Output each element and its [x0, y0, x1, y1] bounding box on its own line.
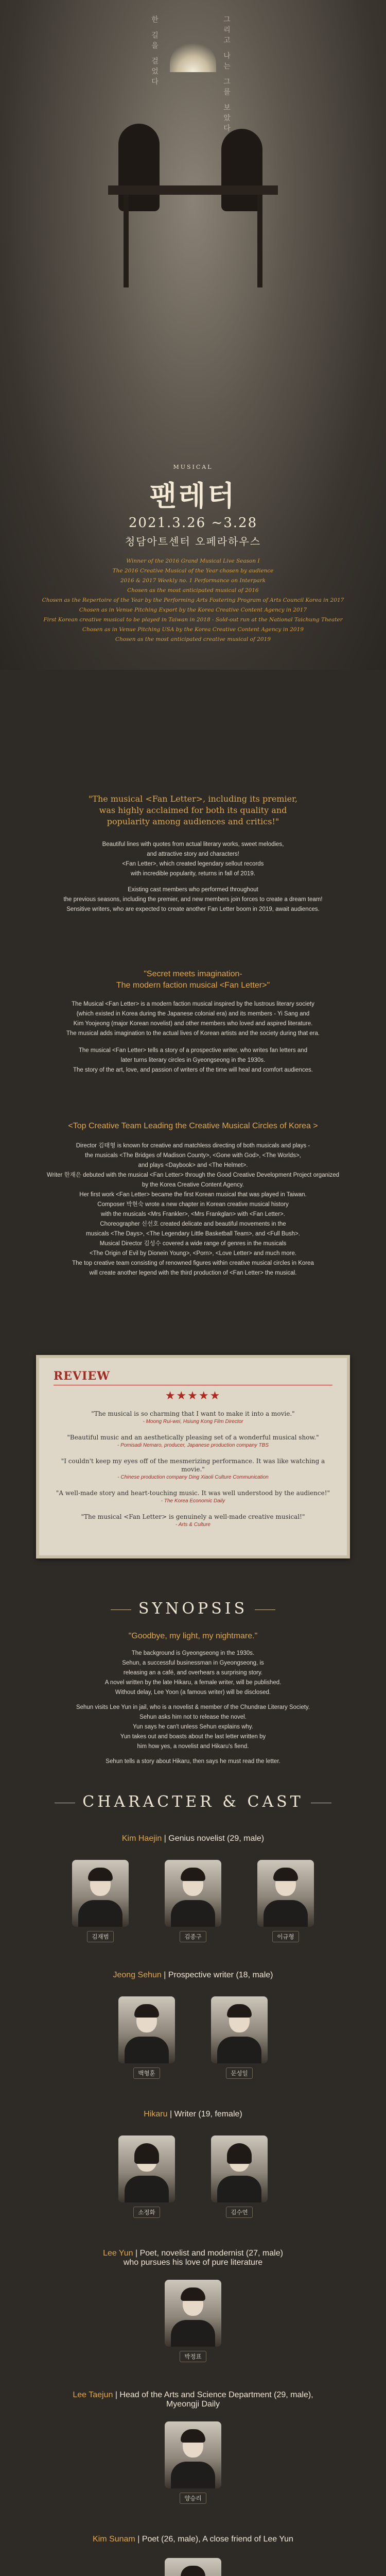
character-desc: | Prospective writer (18, male) [161, 1971, 273, 1979]
review-list [49, 1410, 337, 1536]
actor-name-label: 김종구 [180, 1931, 206, 1942]
actor-name-label: 양승리 [180, 2493, 206, 2504]
actor-name-label: 소정화 [133, 2207, 160, 2218]
character-name: Lee Yun [103, 2249, 133, 2258]
character-desc-2: Myeongji Daily [166, 2400, 220, 2409]
actor-photo [165, 1860, 221, 1927]
review-source: - Pomisadi Nemaro, producer, Japanese production company TBS [117, 1443, 269, 1448]
award-item: Chosen as in Venue Pitching Export by the Korea Creative Content Agency in 2017 [79, 607, 307, 613]
review-item [49, 1489, 337, 1505]
character-name: Kim Sunam [93, 2535, 135, 2544]
actor-name [165, 2493, 221, 2504]
creative-team-heading: <Top Creative Team Leading the Creative Musical Circles of Korea > [68, 1122, 318, 1130]
lamp-light [170, 41, 216, 72]
team-line: Writer 한재은 debuted with the musical <Fan Letter> through the Good Creative Development Project organized [46, 1172, 340, 1178]
synopsis-line: Yun takes out and boasts about the last letter written by [120, 1734, 266, 1740]
synopsis-line: A novel written by the late Hikaru, a female writer, will be published. [104, 1680, 282, 1686]
actor-name-label: 김수연 [226, 2207, 252, 2218]
team-line: will create another legend with the third production of <Fan Letter> the musical. [89, 1270, 297, 1276]
synopsis-line: The background is Gyeongseong in the 1930s. [131, 1650, 255, 1656]
award-item: Chosen as the most anticipated creative musical of 2019 [115, 636, 271, 642]
team-line: Musical Director 김성수 covered a wide range of genres in the musicals [99, 1241, 287, 1247]
team-line: <The Origin of Evil by Dionein Young>, <Porn>, <Love Letter> and much more. [89, 1250, 297, 1257]
team-line: with the musicals <Mrs Frankler>, <Mrs Frankglan> with <Fan Letter>. [101, 1211, 285, 1217]
actor-name-label: 문성일 [226, 2067, 252, 2079]
actor-name-label: 김재범 [87, 1931, 113, 1942]
intro-line: the previous seasons, including the premier, and new members join forces to create a dream team! [63, 896, 323, 903]
synopsis-body [0, 1649, 386, 1767]
actor-name [165, 1931, 221, 1942]
team-line: by the Korea Creative Content Agency. [142, 1182, 244, 1188]
synopsis-line: Yun says he can't unless Sehun explains why. [132, 1724, 254, 1730]
role-heading [0, 1971, 386, 1980]
intro-line: with incredible popularity, returns in fall of 2019. [130, 871, 256, 877]
faction-subhead [0, 969, 386, 991]
character-desc: | Poet (26, male), A close friend of Lee Yun [135, 2535, 293, 2544]
team-line: and plays <Daybook> and <The Helmet>. [138, 1162, 248, 1168]
team-line: Choreographer 신선호 created delicate and beautiful movements in the [100, 1221, 286, 1227]
character-name: Lee Taejun [73, 2391, 113, 2399]
actor-photo [72, 1860, 129, 1927]
team-line: musicals <The Days>, <The Legendary Little Basketball Team>, and <Full Bush>. [86, 1231, 300, 1237]
story-line: (which existed in Korea during the Japanese colonial era) and its members - Yi Sang and [76, 1011, 310, 1017]
actor-name [72, 1931, 129, 1942]
synopsis-line: Sehun visits Lee Yun in jail, who is a novelist & member of the Chundrae Literary Society. [76, 1704, 310, 1710]
award-item: Winner of the 2016 Grand Musical Live Season I [126, 558, 260, 564]
character-desc: | Poet, novelist and modernist (27, male) [133, 2249, 283, 2258]
actor-photo [211, 1996, 268, 2063]
team-line: The top creative team consisting of renowned figures within creative musical circles in Korea [72, 1260, 314, 1266]
award-item: Chosen as the Repertoire of the Year by the Performing Arts Fostering Program of Arts Council Korea in 2017 [42, 597, 344, 603]
review-quote: "The musical is so charming that I want to make it into a movie." [91, 1410, 295, 1417]
musical-badge: MUSICAL [173, 464, 213, 470]
cast-title: CHARACTER & CAST [0, 1793, 386, 1811]
actor-photo [211, 2136, 268, 2202]
intro-section [0, 670, 386, 1355]
desk-leg [124, 195, 129, 287]
actor-name [257, 1931, 314, 1942]
intro-line: Sensitive writers, who are expected to create another Fan Letter boom in 2019, await audiences. [66, 906, 320, 912]
review-source: - The Korea Economic Daily [161, 1498, 225, 1504]
award-item: Chosen as in Venue Pitching USA by the Korea Creative Content Agency in 2019 [82, 626, 304, 633]
review-card [36, 1355, 350, 1558]
synopsis-title: SYNOPSIS [0, 1600, 386, 1618]
team-line: Her first work <Fan Letter> became the first Korean musical that was played in Taiwan. [79, 1192, 307, 1198]
review-item [49, 1433, 337, 1450]
subhead-line: "Secret meets imagination- [144, 970, 242, 978]
synopsis-line: Sehun asks him not to release the novel. [139, 1714, 247, 1720]
role-heading [0, 2249, 386, 2267]
review-quote: "A well-made story and heart-touching music. It was well understood by the audience!" [56, 1489, 330, 1497]
award-item: 2016 & 2017 Weekly no. 1 Performance on Interpark [120, 578, 266, 584]
review-item [49, 1513, 337, 1529]
poster-title: 팬레터 [149, 479, 237, 512]
review-source: - Moong Rui-wei, Hsiung Kong Film Director [143, 1419, 243, 1425]
figure-right [221, 129, 262, 211]
actor-photo [257, 1860, 314, 1927]
intro-line: Beautiful lines with quotes from actual literary works, sweet melodies, [102, 841, 284, 848]
intro-line: <Fan Letter>, which created legendary sellout records [122, 861, 264, 867]
synopsis-line: Sehun tells a story about Hikaru, then says he must read the letter. [106, 1758, 280, 1765]
team-line: Director 김태형 is known for creative and matchless directing of both musicals and plays - [76, 1143, 310, 1149]
intro-line: and attractive story and characters! [147, 851, 239, 857]
synopsis-line: releasing an a café, and overhears a surprising story. [123, 1670, 263, 1676]
character-name: Kim Haejin [121, 1834, 162, 1843]
desk-leg [257, 195, 262, 287]
venue: 청담아트센터 오페라하우스 [125, 535, 261, 548]
character-desc: | Head of the Arts and Science Department (29, male), [113, 2391, 313, 2399]
review-quote: "I couldn't keep my eyes off of the mesmerizing performance. It was like watching a movie." [61, 1458, 325, 1473]
review-quote: "The musical <Fan Letter> is genuinely a well-made creative musical!" [81, 1513, 305, 1520]
creative-team-paragraph [0, 1141, 386, 1278]
story-line: The musical adds imagination to the actual lives of Korean artists and the society during that era. [66, 1030, 320, 1037]
character-desc: | Writer (19, female) [167, 2110, 242, 2119]
character-desc: | Genius novelist (29, male) [162, 1834, 265, 1843]
awards-list [0, 556, 386, 645]
role-heading [0, 2391, 386, 2409]
award-item: Chosen as the most anticipated musical of 2016 [127, 587, 259, 594]
vertical-tagline-right: 그리고 나는 그를 보았다 [222, 15, 231, 135]
story-line: The Musical <Fan Letter> is a modern faction musical inspired by the lustrous literary society [72, 1001, 314, 1007]
story-line: The musical <Fan Letter> tells a story of a prospective writer, who writes fan letters and [78, 1047, 308, 1054]
actor-name [211, 2207, 268, 2218]
role-heading [0, 2535, 386, 2544]
review-tag: REVIEW [54, 1369, 110, 1383]
character-name: Hikaru [144, 2110, 168, 2119]
story-line: later turns literary circles in Gyeongseong in the 1930s. [120, 1057, 266, 1063]
team-line: the musicals <The Bridges of Madison County>, <Gone with God>, <The Worlds>, [85, 1153, 301, 1159]
actor-name [118, 2067, 175, 2079]
performance-dates: 2021.3.26 ~3.28 [128, 515, 258, 531]
award-item: The 2016 Creative Musical of the Year chosen by audience [112, 568, 274, 574]
review-item [49, 1457, 337, 1482]
team-line: Composer 박현숙 wrote a new chapter in Korean creative musical history [97, 1201, 289, 1208]
review-quote: "Beautiful music and an aesthetically pleasing set of a wonderful musical show." [67, 1434, 319, 1441]
actor-photo [118, 1996, 175, 2063]
actor-name [211, 2067, 268, 2079]
review-item [49, 1410, 337, 1426]
actor-name-label: 백형훈 [133, 2067, 160, 2079]
actor-name-label: 박정표 [180, 2351, 206, 2362]
synopsis-line: him how yes, a novelist and Hikaru's fiend. [137, 1743, 249, 1750]
review-source: - Arts & Culture [176, 1522, 210, 1528]
desk [108, 185, 278, 195]
actor-photo [165, 2558, 221, 2576]
intro-paragraph [0, 840, 386, 914]
actor-photo [118, 2136, 175, 2202]
hero-poster [0, 0, 386, 670]
synopsis-line: Sehun, a successful businessman in Gyeongseong, is [122, 1660, 264, 1666]
vertical-tagline-left: 한 길을 걸었다 [150, 15, 159, 88]
story-line: The story of the art, love, and passion of writers of the time will heal and comfort audiences. [73, 1067, 313, 1073]
story-line: Kim Yoojeong (major Korean novelist) and other members who loved and aspired literature. [73, 1021, 313, 1027]
actor-name [118, 2207, 175, 2218]
actor-name-label: 이규형 [272, 1931, 299, 1942]
story-paragraph [0, 999, 386, 1075]
character-desc-2: who pursues his love of pure literature [123, 2258, 263, 2267]
review-source: - Chinese production company Ding Xiaoli Culture Communication [117, 1475, 269, 1480]
actor-name [165, 2351, 221, 2362]
award-item: First Korean creative musical to be played in Taiwan in 2018 - Sold-out run at the National Taichung Theater [43, 617, 343, 623]
subhead-line: The modern faction musical <Fan Letter>" [116, 981, 270, 990]
role-heading [0, 1834, 386, 1843]
intro-line: Existing cast members who performed throughout [128, 887, 258, 893]
role-heading [0, 2110, 386, 2119]
character-name: Jeong Sehun [113, 1971, 162, 1979]
actor-photo [165, 2421, 221, 2488]
actor-photo [165, 2280, 221, 2347]
rating-stars: ★★★★★ [165, 1389, 221, 1402]
synopsis-line: Without delay, Lee Yoon (a famous writer) will be disclosed. [115, 1689, 271, 1696]
intro-quote: "The musical <Fan Letter>, including its premier, was highly acclaimed for both its quality and popularity among audiences and critics!" [88, 794, 298, 826]
synopsis-lead: "Goodbye, my light, my nightmare." [128, 1632, 258, 1640]
